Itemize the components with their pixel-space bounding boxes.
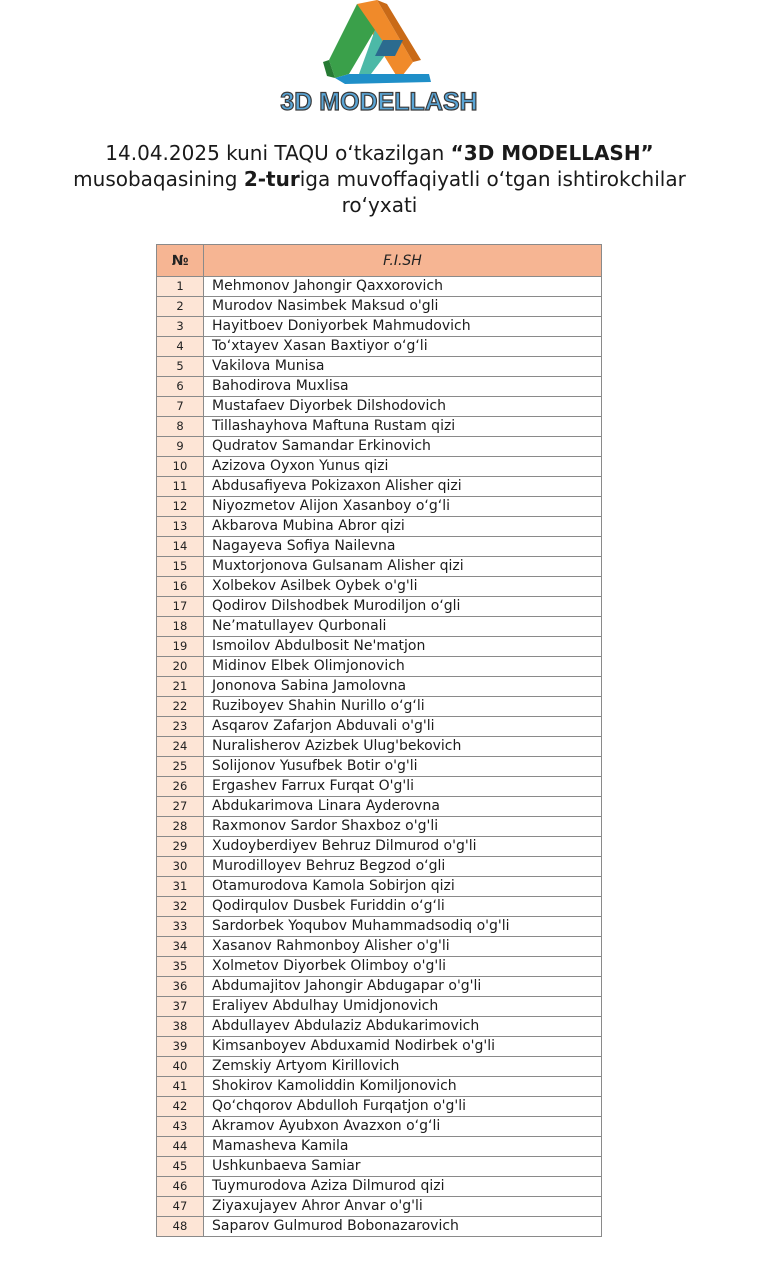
table-row xyxy=(157,277,602,297)
participant-name: Murodov Nasimbek Maksud o'gli xyxy=(204,297,602,317)
table-row xyxy=(157,917,602,937)
row-number: 32 xyxy=(157,897,204,917)
participants-table xyxy=(156,244,602,1237)
title-line-1: 14.04.2025 kuni TAQU o‘tkazilgan “3D MODELLASH” xyxy=(105,141,654,165)
row-number: 25 xyxy=(157,757,204,777)
participant-name: Mustafaev Diyorbek Dilshodovich xyxy=(204,397,602,417)
table-row xyxy=(157,817,602,837)
table-row xyxy=(157,677,602,697)
participant-name: To‘xtayev Xasan Baxtiyor o‘g‘li xyxy=(204,337,602,357)
table-row xyxy=(157,717,602,737)
table-row xyxy=(157,957,602,977)
row-number: 2 xyxy=(157,297,204,317)
row-number: 4 xyxy=(157,337,204,357)
table-row xyxy=(157,517,602,537)
participant-name: Tillashayhova Maftuna Rustam qizi xyxy=(204,417,602,437)
participant-name: Akbarova Mubina Abror qizi xyxy=(204,517,602,537)
row-number: 31 xyxy=(157,877,204,897)
participant-name: Qodirqulov Dusbek Furiddin o‘g‘li xyxy=(204,897,602,917)
table-row xyxy=(157,1117,602,1137)
participant-name: Asqarov Zafarjon Abduvali o'g'li xyxy=(204,717,602,737)
row-number: 37 xyxy=(157,997,204,1017)
row-number: 6 xyxy=(157,377,204,397)
table-row xyxy=(157,377,602,397)
column-header-number: № xyxy=(157,245,204,277)
table-row xyxy=(157,1057,602,1077)
row-number: 28 xyxy=(157,817,204,837)
participant-name: Qodirov Dilshodbek Murodiljon o‘gli xyxy=(204,597,602,617)
row-number: 16 xyxy=(157,577,204,597)
row-number: 20 xyxy=(157,657,204,677)
logo xyxy=(279,0,479,120)
row-number: 15 xyxy=(157,557,204,577)
row-number: 35 xyxy=(157,957,204,977)
table-row xyxy=(157,1177,602,1197)
participant-name: Xolbekov Asilbek Oybek o'g'li xyxy=(204,577,602,597)
page-title xyxy=(0,140,759,218)
table-row xyxy=(157,437,602,457)
participant-name: Vakilova Munisa xyxy=(204,357,602,377)
participant-name: Niyozmetov Alijon Xasanboy o‘g‘li xyxy=(204,497,602,517)
participant-name: Ne’matullayev Qurbonali xyxy=(204,617,602,637)
participant-name: Abdukarimova Linara Ayderovna xyxy=(204,797,602,817)
participant-name: Raxmonov Sardor Shaxboz o'g'li xyxy=(204,817,602,837)
table-row xyxy=(157,997,602,1017)
table-row xyxy=(157,1077,602,1097)
participant-name: Otamurodova Kamola Sobirjon qizi xyxy=(204,877,602,897)
row-number: 33 xyxy=(157,917,204,937)
column-header-name: F.I.SH xyxy=(204,245,602,277)
table-row xyxy=(157,297,602,317)
participant-name: Shokirov Kamoliddin Komiljonovich xyxy=(204,1077,602,1097)
table-row xyxy=(157,617,602,637)
table-row xyxy=(157,1157,602,1177)
table-row xyxy=(157,1037,602,1057)
title-line-3: ro‘yxati xyxy=(341,193,418,217)
participant-name: Abdumajitov Jahongir Abdugapar o'g'li xyxy=(204,977,602,997)
participant-name: Ergashev Farrux Furqat O'g'li xyxy=(204,777,602,797)
table-row xyxy=(157,1197,602,1217)
row-number: 11 xyxy=(157,477,204,497)
row-number: 43 xyxy=(157,1117,204,1137)
participant-name: Ruziboyev Shahin Nurillo o‘g‘li xyxy=(204,697,602,717)
participant-name: Ushkunbaeva Samiar xyxy=(204,1157,602,1177)
participant-name: Solijonov Yusufbek Botir o'g'li xyxy=(204,757,602,777)
row-number: 9 xyxy=(157,437,204,457)
table-row xyxy=(157,797,602,817)
participant-name: Mamasheva Kamila xyxy=(204,1137,602,1157)
participant-name: Akramov Ayubxon Avazxon o‘g‘li xyxy=(204,1117,602,1137)
table-row xyxy=(157,497,602,517)
row-number: 22 xyxy=(157,697,204,717)
table-row xyxy=(157,557,602,577)
table-row xyxy=(157,397,602,417)
table-row xyxy=(157,697,602,717)
participant-name: Xolmetov Diyorbek Olimboy o'g'li xyxy=(204,957,602,977)
participant-name: Muxtorjonova Gulsanam Alisher qizi xyxy=(204,557,602,577)
participant-name: Saparov Gulmurod Bobonazarovich xyxy=(204,1217,602,1237)
table-row xyxy=(157,1097,602,1117)
table-row xyxy=(157,317,602,337)
participant-name: Tuymurodova Aziza Dilmurod qizi xyxy=(204,1177,602,1197)
participant-name: Bahodirova Muxlisa xyxy=(204,377,602,397)
table-row xyxy=(157,457,602,477)
table-row xyxy=(157,897,602,917)
table-row xyxy=(157,357,602,377)
participant-name: Nagayeva Sofiya Nailevna xyxy=(204,537,602,557)
logo-text: 3D MODELLASH xyxy=(280,88,478,116)
row-number: 30 xyxy=(157,857,204,877)
row-number: 12 xyxy=(157,497,204,517)
row-number: 18 xyxy=(157,617,204,637)
table-row xyxy=(157,977,602,997)
row-number: 36 xyxy=(157,977,204,997)
row-number: 8 xyxy=(157,417,204,437)
table-row xyxy=(157,597,602,617)
participant-name: Azizova Oyxon Yunus qizi xyxy=(204,457,602,477)
table-row xyxy=(157,1217,602,1237)
participant-name: Qudratov Samandar Erkinovich xyxy=(204,437,602,457)
table-row xyxy=(157,737,602,757)
row-number: 14 xyxy=(157,537,204,557)
table-row xyxy=(157,657,602,677)
row-number: 42 xyxy=(157,1097,204,1117)
table-row xyxy=(157,477,602,497)
table-row xyxy=(157,537,602,557)
row-number: 46 xyxy=(157,1177,204,1197)
participant-name: Nuralisherov Azizbek Ulug'bekovich xyxy=(204,737,602,757)
participant-name: Abdullayev Abdulaziz Abdukarimovich xyxy=(204,1017,602,1037)
participant-name: Sardorbek Yoqubov Muhammadsodiq o'g'li xyxy=(204,917,602,937)
row-number: 1 xyxy=(157,277,204,297)
row-number: 47 xyxy=(157,1197,204,1217)
row-number: 24 xyxy=(157,737,204,757)
logo-shape-blue xyxy=(335,74,431,84)
row-number: 5 xyxy=(157,357,204,377)
participant-name: Xasanov Rahmonboy Alisher o'g'li xyxy=(204,937,602,957)
participant-name: Hayitboev Doniyorbek Mahmudovich xyxy=(204,317,602,337)
participant-name: Xudoyberdiyev Behruz Dilmurod o'g'li xyxy=(204,837,602,857)
row-number: 13 xyxy=(157,517,204,537)
row-number: 48 xyxy=(157,1217,204,1237)
row-number: 45 xyxy=(157,1157,204,1177)
table-row xyxy=(157,417,602,437)
competition-name: “3D MODELLASH” xyxy=(450,141,654,165)
row-number: 38 xyxy=(157,1017,204,1037)
row-number: 23 xyxy=(157,717,204,737)
participant-name: Mehmonov Jahongir Qaxxorovich xyxy=(204,277,602,297)
table-row xyxy=(157,857,602,877)
participant-name: Murodilloyev Behruz Begzod o‘gli xyxy=(204,857,602,877)
title-line-2: musobaqasining 2-turiga muvoffaqiyatli o‘tgan ishtirokchilar xyxy=(73,167,686,191)
row-number: 21 xyxy=(157,677,204,697)
table-row xyxy=(157,757,602,777)
round-label: 2-tur xyxy=(243,167,300,191)
table-row xyxy=(157,337,602,357)
participant-name: Ismoilov Abdulbosit Ne'matjon xyxy=(204,637,602,657)
row-number: 7 xyxy=(157,397,204,417)
table-header-row xyxy=(157,245,602,277)
participant-name: Jononova Sabina Jamolovna xyxy=(204,677,602,697)
participant-name: Zemskiy Artyom Kirillovich xyxy=(204,1057,602,1077)
row-number: 39 xyxy=(157,1037,204,1057)
table-row xyxy=(157,637,602,657)
table-row xyxy=(157,777,602,797)
participant-name: Midinov Elbek Olimjonovich xyxy=(204,657,602,677)
table-row xyxy=(157,837,602,857)
row-number: 44 xyxy=(157,1137,204,1157)
participant-name: Eraliyev Abdulhay Umidjonovich xyxy=(204,997,602,1017)
row-number: 27 xyxy=(157,797,204,817)
participant-name: Abdusafiyeva Pokizaxon Alisher qizi xyxy=(204,477,602,497)
row-number: 40 xyxy=(157,1057,204,1077)
row-number: 17 xyxy=(157,597,204,617)
participant-name: Qo‘chqorov Abdulloh Furqatjon o'g'li xyxy=(204,1097,602,1117)
participant-name: Ziyaxujayev Ahror Anvar o'g'li xyxy=(204,1197,602,1217)
row-number: 19 xyxy=(157,637,204,657)
table-row xyxy=(157,877,602,897)
table-row xyxy=(157,1017,602,1037)
table-row xyxy=(157,1137,602,1157)
table-row xyxy=(157,577,602,597)
row-number: 29 xyxy=(157,837,204,857)
row-number: 41 xyxy=(157,1077,204,1097)
participant-name: Kimsanboyev Abduxamid Nodirbek o'g'li xyxy=(204,1037,602,1057)
row-number: 3 xyxy=(157,317,204,337)
row-number: 34 xyxy=(157,937,204,957)
row-number: 26 xyxy=(157,777,204,797)
table-row xyxy=(157,937,602,957)
row-number: 10 xyxy=(157,457,204,477)
